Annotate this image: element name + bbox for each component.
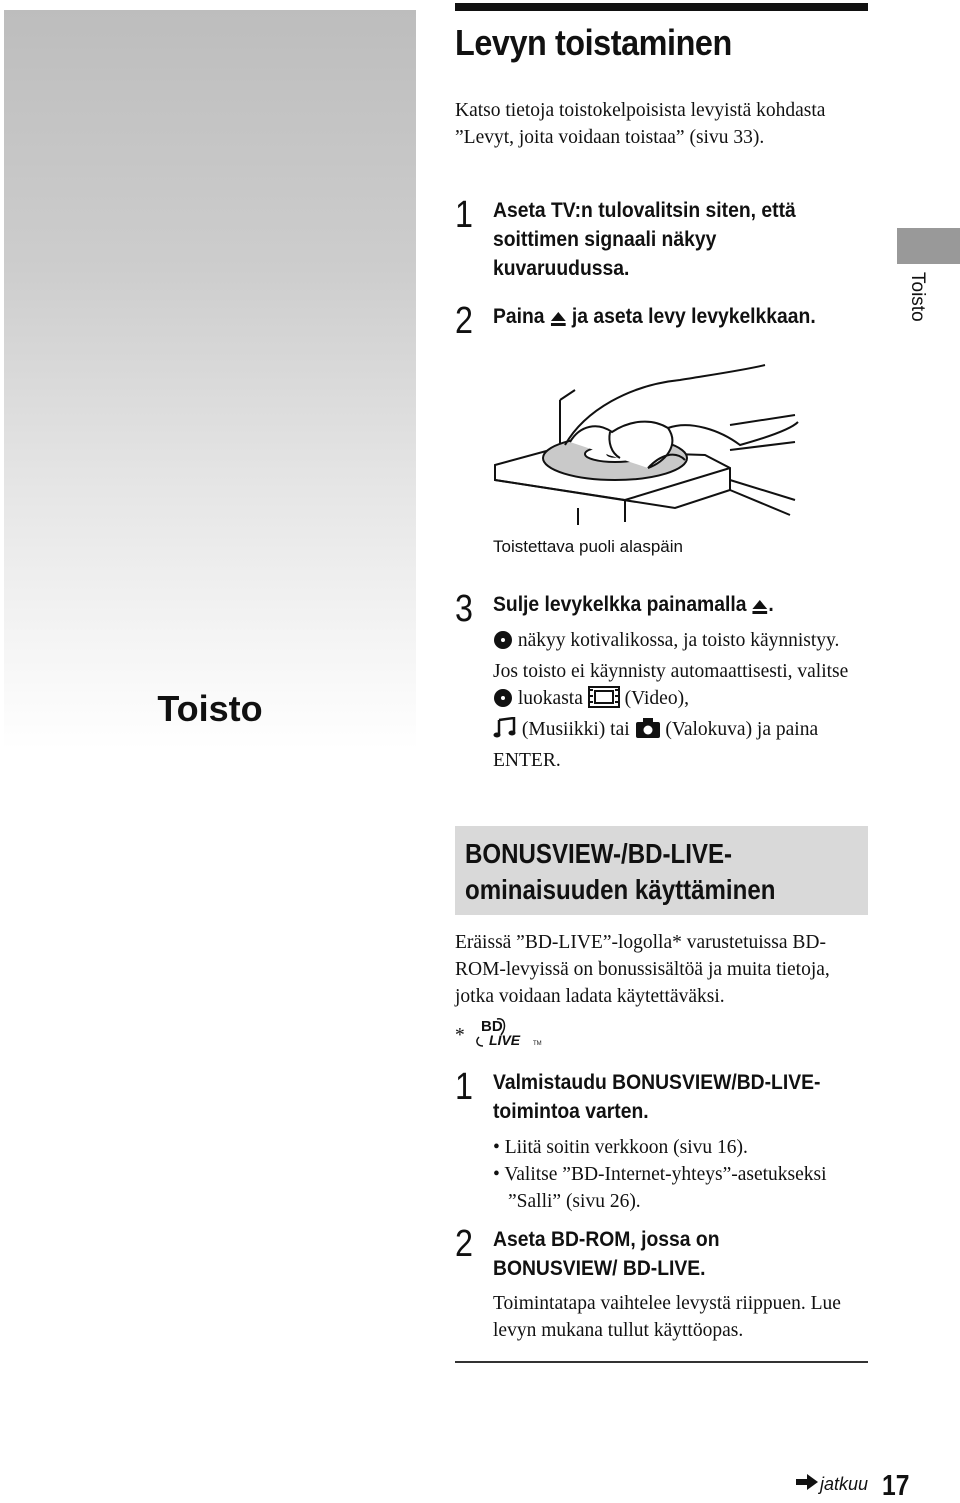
step-title-text: .: [768, 593, 774, 616]
step-body-text: Jos toisto ei käynnisty automaattisesti, valitse: [493, 661, 849, 682]
footnote: [455, 1015, 549, 1054]
step-number: 3: [455, 588, 473, 630]
disc-tray-illustration: [490, 350, 800, 530]
page-title: Levyn toistaminen: [455, 22, 732, 63]
continue-label: jatkuu: [820, 1474, 869, 1494]
bottom-rule: [455, 1361, 868, 1363]
step-number: 2: [455, 300, 473, 342]
step-body-text: näkyy kotivalikossa, ja toisto käynnistyy.: [517, 630, 840, 651]
step-title-text: Paina: [493, 305, 545, 328]
step-body: Toimintatapa vaihtelee levystä riippuen. Lue levyn mukana tullut käyttöopas.: [493, 1293, 841, 1341]
step-title: [493, 302, 843, 335]
bd-live-logo: [469, 1015, 549, 1054]
step-number: 1: [455, 194, 473, 236]
section-intro: Eräissä ”BD-LIVE”-logolla* varustetuissa BD-ROM-levyissä on bonussisältöä ja muita tietoja, jotka voidaan ladata käytettäväksi.: [455, 932, 830, 1007]
photo-icon: [635, 717, 661, 747]
side-tab: [897, 228, 960, 264]
step-title: Aseta BD-ROM, jossa on BONUSVIEW/ BD-LIVE.: [493, 1228, 720, 1280]
top-rule: [455, 3, 868, 11]
illustration-caption: Toistettava puoli alaspäin: [493, 537, 683, 556]
bullet-item: • Valitse ”BD-Internet-yhteys”-asetukseksi ”Salli” (sivu 26).: [493, 1164, 827, 1212]
eject-icon: [752, 594, 769, 623]
section-heading-line: BONUSVIEW-/BD-LIVE-: [465, 838, 733, 869]
side-tab-label: Toisto: [907, 272, 928, 322]
page-number: 17: [882, 1470, 910, 1502]
step-number: 2: [455, 1223, 473, 1265]
intro-paragraph: Katso tietoja toistokelpoisista levyistä kohdasta ”Levyt, joita voidaan toistaa” (sivu 33).: [455, 100, 826, 148]
step-body: [493, 627, 873, 774]
step-title: Aseta TV:n tulovalitsin siten, että soittimen signaali näkyy kuvaruudussa.: [493, 199, 796, 280]
logo-live-text: LIVE: [488, 1032, 520, 1048]
logo-bd-text: BD: [480, 1018, 503, 1035]
video-icon: [588, 686, 620, 716]
step-body-text: (Valokuva) ja paina ENTER.: [493, 719, 819, 771]
step-body: [493, 1134, 873, 1215]
footnote-marker: *: [455, 1025, 465, 1046]
step-title-text: ja aseta levy levykelkkaan.: [571, 305, 816, 328]
disc-icon: [493, 630, 513, 658]
step-title: [493, 590, 843, 623]
arrow-right-icon: [796, 1474, 818, 1495]
step-title-text: Sulje levykelkka painamalla: [493, 593, 747, 616]
continue-indicator: [796, 1474, 868, 1495]
disc-icon: [493, 688, 513, 716]
step-body-text: (Video),: [624, 688, 689, 709]
step-number: 1: [455, 1066, 473, 1108]
step-body-text: luokasta: [517, 688, 583, 709]
sidebar-band: [4, 10, 416, 750]
step-title: Valmistaudu BONUSVIEW/BD-LIVE-toimintoa varten.: [493, 1071, 821, 1123]
logo-tm-text: TM: [532, 1041, 542, 1047]
bullet-item: • Liitä soitin verkkoon (sivu 16).: [493, 1137, 748, 1158]
sidebar-title: Toisto: [157, 688, 263, 729]
music-icon: [493, 717, 517, 747]
section-heading-box: [455, 826, 868, 915]
section-heading-line: ominaisuuden käyttäminen: [465, 874, 776, 905]
eject-icon: [550, 306, 567, 335]
step-body-text: (Musiikki) tai: [521, 719, 630, 740]
section-heading: [465, 836, 826, 908]
